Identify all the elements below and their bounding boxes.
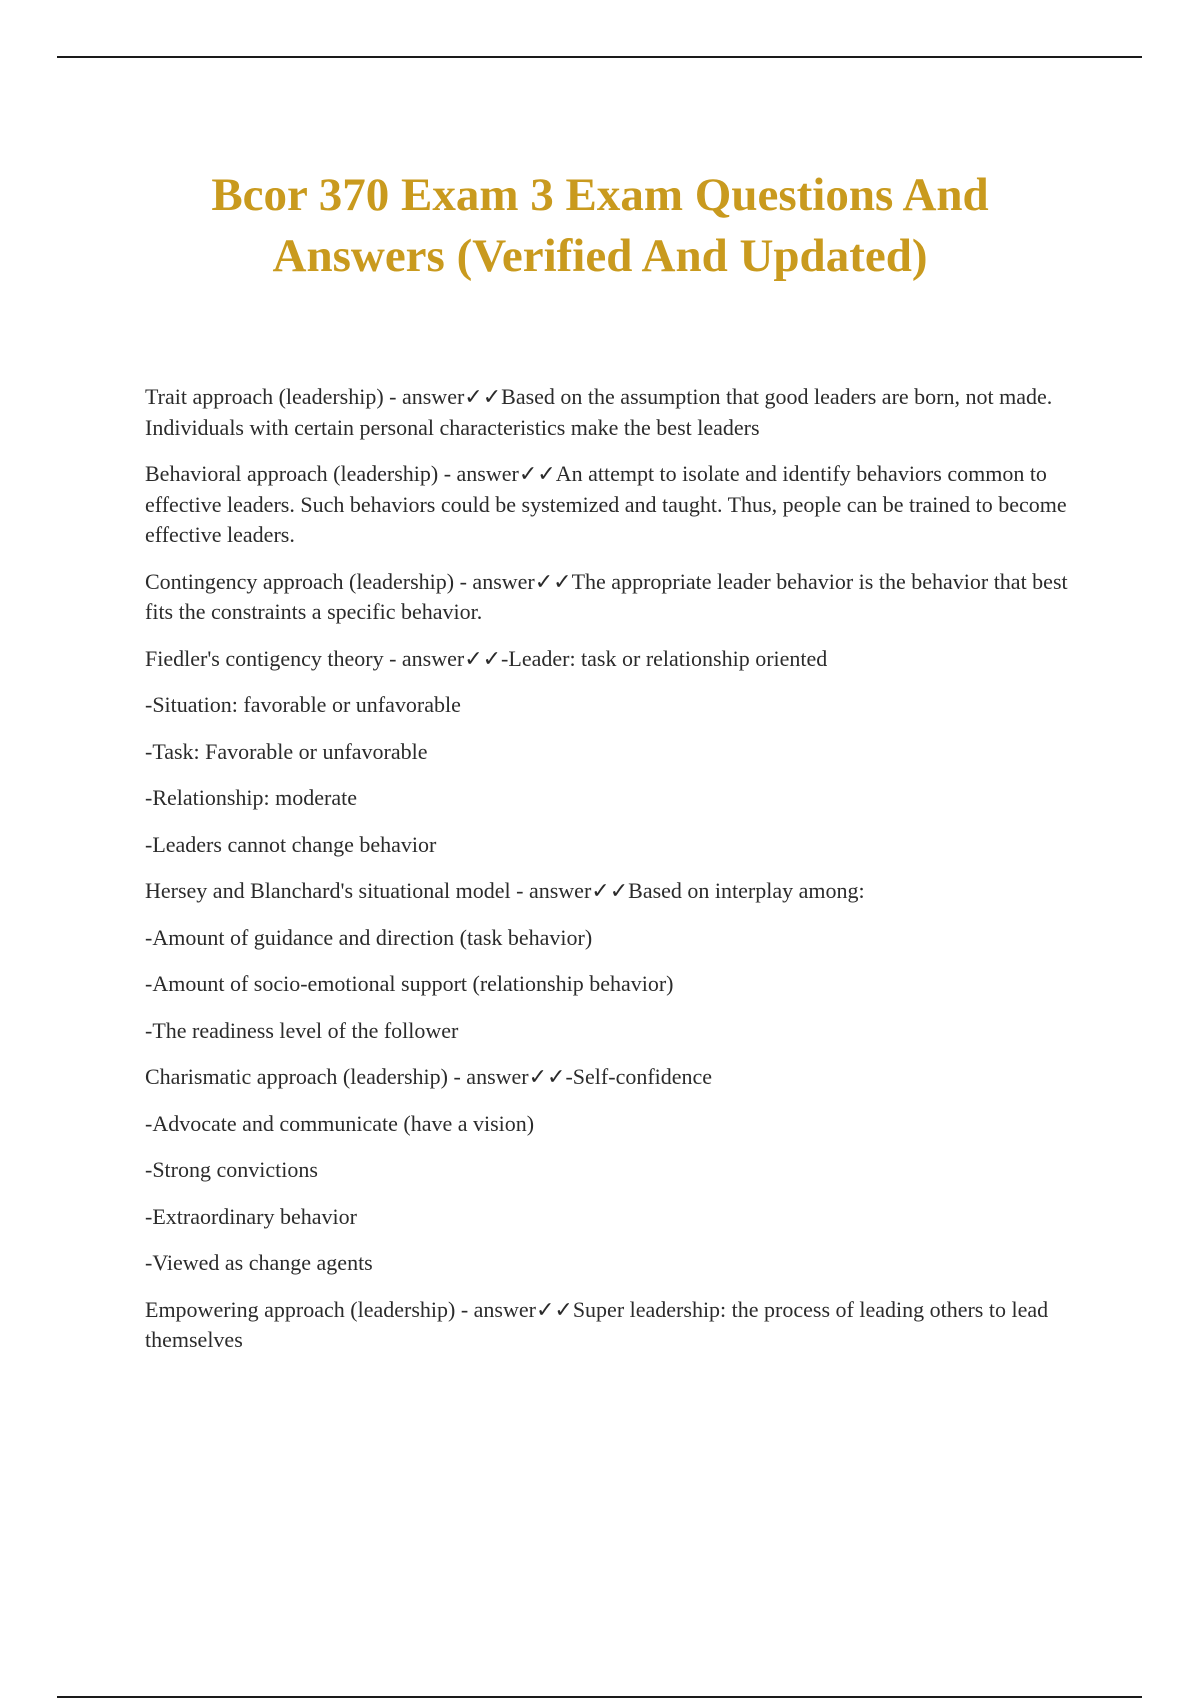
document-title [100, 165, 1100, 287]
qa-contingency-approach: Contingency approach (leadership) - answer✓✓The appropriate leader behavior is the behavior that best fits the constraints a specific behavior. [145, 568, 1068, 624]
document-body [145, 382, 1090, 1372]
document-title-line-1: Bcor 370 Exam 3 Exam Questions And [211, 169, 989, 221]
qa-empowering-approach: Empowering approach (leadership) - answer✓✓Super leadership: the process of leading others to lead themselves [145, 1296, 1049, 1352]
list-item: -Advocate and communicate (have a vision) [145, 1110, 535, 1136]
qa-behavioral-approach: Behavioral approach (leadership) - answer✓✓An attempt to isolate and identify behaviors common to effective leaders. Such behaviors could be systemized and taught. Thus, people can be trained to become effective leaders. [145, 461, 1067, 547]
list-item: -Situation: favorable or unfavorable [145, 692, 461, 717]
list-item: -Strong convictions [145, 1157, 318, 1182]
list-item: -Amount of guidance and direction (task behavior) [145, 924, 593, 950]
qa-fiedler-theory: Fiedler's contigency theory - answer✓✓-Leader: task or relationship oriented [145, 645, 828, 671]
qa-hersey-blanchard: Hersey and Blanchard's situational model - answer✓✓Based on interplay among: [145, 878, 865, 903]
list-item: -Amount of socio-emotional support (relationship behavior) [145, 971, 674, 996]
document-title-line-2: Answers (Verified And Updated) [272, 230, 928, 282]
list-item: -Leaders cannot change behavior [145, 831, 437, 857]
top-rule [57, 56, 1142, 58]
list-item: -The readiness level of the follower [145, 1017, 459, 1043]
list-item: -Task: Favorable or unfavorable [145, 738, 428, 764]
bottom-rule [57, 1696, 1142, 1698]
list-item: -Extraordinary behavior [145, 1203, 357, 1229]
list-item: -Viewed as change agents [145, 1250, 373, 1275]
qa-charismatic-approach: Charismatic approach (leadership) - answer✓✓-Self-confidence [145, 1064, 713, 1089]
list-item: -Relationship: moderate [145, 785, 357, 810]
qa-trait-approach: Trait approach (leadership) - answer✓✓Based on the assumption that good leaders are born, not made. Individuals with certain personal characteristics make the best leaders [145, 384, 1053, 440]
